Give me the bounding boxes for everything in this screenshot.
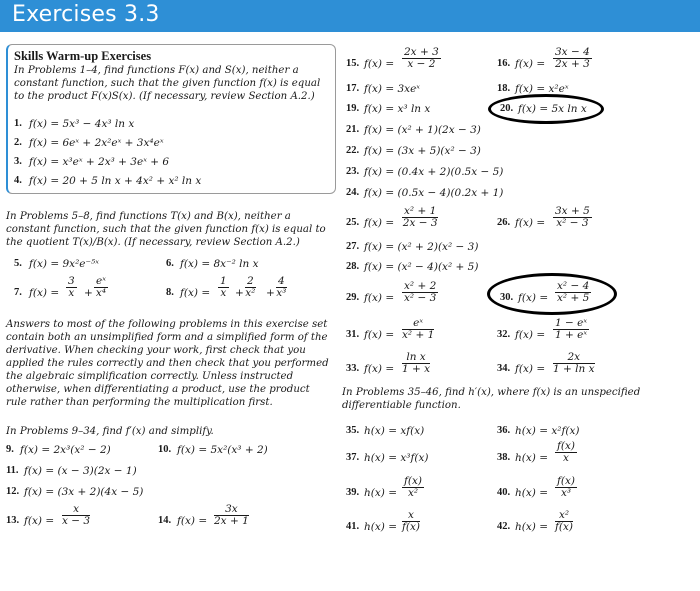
- problem-41-fraction: $\frac{x}{f(x)}$: [402, 509, 421, 533]
- problem-number: 42.: [497, 521, 511, 532]
- problem-number: 7.: [14, 287, 22, 298]
- problem-number: 8.: [166, 287, 174, 298]
- problem-number: 17.: [346, 83, 360, 94]
- problem-number: 3.: [14, 156, 22, 167]
- problem-number: 41.: [346, 521, 360, 532]
- problem-number: 11.: [6, 465, 19, 476]
- problem-number: 4.: [14, 175, 22, 186]
- problem-number: 18.: [497, 83, 511, 94]
- problem-2: f(x) = 6eˣ + 2x²eˣ + 3x⁴eˣ: [29, 137, 164, 149]
- problem-number: 32.: [497, 329, 511, 340]
- problem-39-fraction: $\frac{f(x)}{\text{x²}}$: [404, 475, 423, 499]
- problem-8-fraction-a: $\frac{1}{x}$: [220, 275, 227, 299]
- problem-number: 25.: [346, 217, 360, 228]
- problem-19: f(x) = x³ ln x: [364, 103, 431, 115]
- problem-20: f(x) = 5x ln x: [518, 103, 587, 115]
- problem-25-fraction: $\frac{\text{x² + 1}}{2x - 3}$: [402, 205, 438, 229]
- plus-sign: +: [235, 287, 244, 299]
- problem-number: 12.: [6, 486, 20, 497]
- problem-number: 38.: [497, 452, 511, 463]
- problems-9-34-intro: In Problems 9–34, find f′(x) and simplify.: [6, 426, 214, 437]
- plus-sign: +: [84, 287, 93, 299]
- problem-16-fraction: $\frac{3x - 4}{2x + 3}$: [555, 46, 590, 70]
- problem-22: f(x) = (3x + 5)(x² − 3): [364, 145, 481, 157]
- problem-number: 28.: [346, 261, 360, 272]
- problem-25-lhs: f(x) =: [364, 217, 395, 229]
- problem-31-fraction: $\frac{\text{eˣ}}{\text{x² + 1}}$: [402, 317, 435, 341]
- problem-number: 23.: [346, 166, 360, 177]
- problem-38-lhs: h(x) =: [515, 452, 549, 464]
- problem-32-lhs: f(x) =: [515, 329, 546, 341]
- problem-21: f(x) = (x² + 1)(2x − 3): [364, 124, 481, 136]
- problem-number: 10.: [158, 444, 172, 455]
- problems-35-46-intro: In Problems 35–46, find h′(x), where f(x) is an unspecified differentiable function.: [342, 387, 641, 411]
- problem-12: f(x) = (3x + 2)(4x − 5): [24, 486, 144, 498]
- problem-number: 21.: [346, 124, 360, 135]
- problem-40-fraction: $\frac{f(x)}{\text{x³}}$: [557, 475, 576, 499]
- problem-30-lhs: f(x) =: [518, 292, 549, 304]
- problem-9: f(x) = 2x³(x² − 2): [20, 444, 111, 456]
- problem-11: f(x) = (x − 3)(2x − 1): [24, 465, 137, 477]
- problem-33-lhs: f(x) =: [364, 363, 395, 375]
- problem-number: 39.: [346, 487, 360, 498]
- problem-number: 34.: [497, 363, 511, 374]
- problem-number: 2.: [14, 137, 22, 148]
- problem-number: 24.: [346, 187, 360, 198]
- problem-number: 6.: [166, 258, 174, 269]
- problem-31-lhs: f(x) =: [364, 329, 395, 341]
- problem-number: 22.: [346, 145, 360, 156]
- problem-29-fraction: $\frac{\text{x² + 2}}{\text{x² − 3}}$: [404, 280, 437, 304]
- problem-8-fraction-b: $\frac{2}{\text{x²}}$: [245, 275, 256, 299]
- problem-24: f(x) = (0.5x − 4)(0.2x + 1): [364, 187, 504, 199]
- problem-number: 37.: [346, 452, 360, 463]
- problem-38-fraction: $\frac{f(x)}{x}$: [557, 440, 576, 464]
- problem-13-lhs: f(x) =: [24, 515, 55, 527]
- problem-number: 14.: [158, 515, 172, 526]
- problem-40-lhs: h(x) =: [515, 487, 549, 499]
- problem-number: 19.: [346, 103, 360, 114]
- problem-15-lhs: f(x) =: [364, 58, 395, 70]
- problem-number: 30.: [500, 292, 514, 303]
- problem-number: 16.: [497, 58, 511, 69]
- plus-sign: +: [266, 287, 275, 299]
- problem-number: 13.: [6, 515, 20, 526]
- problem-33-fraction: $\frac{\text{ln x}}{1 + x}$: [402, 351, 431, 375]
- problem-8-fraction-c: $\frac{4}{\text{x³}}$: [276, 275, 287, 299]
- problem-27: f(x) = (x² + 2)(x² − 3): [364, 241, 479, 253]
- hand-drawn-circle-problem-30: [487, 273, 617, 315]
- problem-35: h(x) = xf(x): [364, 425, 425, 437]
- problem-7-lhs: f(x) =: [29, 287, 60, 299]
- problem-number: 33.: [346, 363, 360, 374]
- problem-32-fraction: $\frac{\text{1 − eˣ}}{\text{1 + eˣ}}$: [555, 317, 588, 341]
- problem-16-lhs: f(x) =: [515, 58, 546, 70]
- problem-28: f(x) = (x² − 4)(x² + 5): [364, 261, 479, 273]
- problem-14-lhs: f(x) =: [177, 515, 208, 527]
- problem-18: f(x) = x²eˣ: [515, 83, 569, 95]
- problem-41-lhs: h(x) =: [364, 521, 398, 533]
- problem-7-fraction-b: $\frac{\text{eˣ}}{\text{x⁴}}$: [95, 275, 107, 299]
- problem-34-fraction: $\frac{2x}{\text{1 + ln x}}$: [553, 351, 595, 375]
- problem-36: h(x) = x²f(x): [515, 425, 580, 437]
- problem-42-lhs: h(x) =: [515, 521, 549, 533]
- problem-10: f(x) = 5x²(x³ + 2): [177, 444, 268, 456]
- problem-number: 29.: [346, 292, 360, 303]
- problem-6: f(x) = 8x⁻² ln x: [180, 258, 259, 270]
- problem-30-fraction: $\frac{\text{x² − 4}}{\text{x² + 5}}$: [557, 280, 590, 304]
- problem-26-lhs: f(x) =: [515, 217, 546, 229]
- problem-number: 5.: [14, 258, 22, 269]
- problem-37: h(x) = x³f(x): [364, 452, 429, 464]
- problem-number: 36.: [497, 425, 511, 436]
- problem-39-lhs: h(x) =: [364, 487, 398, 499]
- problem-8-lhs: f(x) =: [180, 287, 211, 299]
- problem-29-lhs: f(x) =: [364, 292, 395, 304]
- problem-number: 26.: [497, 217, 511, 228]
- problem-number: 15.: [346, 58, 360, 69]
- problem-17: f(x) = 3xeˣ: [364, 83, 421, 95]
- hand-drawn-circle-problem-20: [488, 94, 604, 124]
- problem-14-fraction: $\frac{3x}{2x + 1}$: [214, 503, 249, 527]
- problem-1: f(x) = 5x³ − 4x³ ln x: [29, 118, 135, 130]
- problem-number: 40.: [497, 487, 511, 498]
- answers-note: Answers to most of the following problems in this exercise set contain both an unsimplified form and a simplified form of the derivative. When checking your work, first check that you applied the rules correctly and then check that you performed the algebraic simplification correctly. Unless instructed otherwise, when differentiating a product, use the product rule rather than performing the multiplication first.: [6, 319, 329, 408]
- problem-34-lhs: f(x) =: [515, 363, 546, 375]
- problem-23: f(x) = (0.4x + 2)(0.5x − 5): [364, 166, 504, 178]
- problem-number: 20.: [500, 103, 514, 114]
- warmup-title: Skills Warm-up Exercises: [14, 49, 152, 63]
- problem-13-fraction: $\frac{x}{x - 3}$: [62, 503, 91, 527]
- problem-4: f(x) = 20 + 5 ln x + 4x² + x² ln x: [29, 175, 202, 187]
- problems-5-8-intro: In Problems 5–8, find functions T(x) and B(x), neither a constant function, such that the given function f(x) is equal to the quotient T(x)/B(x). (If necessary, review Section A.2.): [6, 211, 326, 248]
- problem-number: 9.: [6, 444, 14, 455]
- problem-3: f(x) = x³eˣ + 2x³ + 3eˣ + 6: [29, 156, 170, 168]
- warmup-intro: In Problems 1–4, find functions F(x) and S(x), neither a constant function, such that the given function f(x) is equal to the product F(x)S(x). (If necessary, review Section A.2.): [14, 65, 321, 102]
- problem-5: f(x) = 9x²e⁻⁵ˣ: [29, 258, 99, 270]
- problem-number: 35.: [346, 425, 360, 436]
- section-header-bar: [0, 0, 700, 32]
- problem-number: 27.: [346, 241, 360, 252]
- problem-number: 1.: [14, 118, 22, 129]
- problem-42-fraction: $\frac{\text{x²}}{f(x)}$: [555, 509, 574, 533]
- section-title: Exercises 3.3: [12, 2, 160, 27]
- problem-number: 31.: [346, 329, 360, 340]
- problem-7-fraction-a: $\frac{3}{x}$: [68, 275, 75, 299]
- problem-15-fraction: $\frac{2x + 3}{x - 2}$: [404, 46, 439, 70]
- problem-26-fraction: $\frac{3x + 5}{\text{x² − 3}}$: [555, 205, 590, 229]
